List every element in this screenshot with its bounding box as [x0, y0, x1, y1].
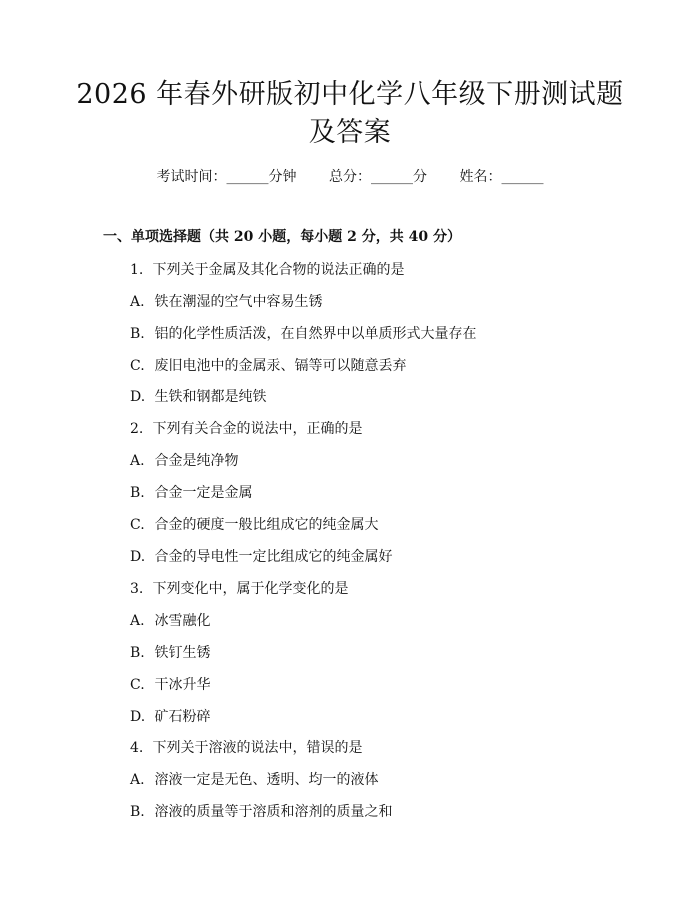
option-text: 矿石粉碎: [154, 709, 211, 725]
option-letter: B.: [130, 485, 145, 501]
total-score-field: 总分：______分: [329, 169, 427, 185]
option-letter: D.: [130, 549, 146, 565]
title-line-1: 2026 年春外研版初中化学八年级下册测试题: [76, 79, 624, 110]
option-item: [130, 802, 392, 822]
option-text: 溶液一定是无色、透明、均一的液体: [154, 772, 379, 788]
option-item: [130, 547, 392, 567]
option-text: 铁在潮湿的空气中容易生锈: [154, 294, 323, 310]
option-text: 合金的导电性一定比组成它的纯金属好: [154, 549, 393, 565]
option-letter: A.: [130, 772, 145, 788]
question-stem: [130, 579, 348, 599]
option-item: [130, 387, 266, 407]
question-number: 4.: [130, 740, 144, 756]
option-item: [130, 707, 210, 727]
option-text: 冰雪融化: [154, 613, 211, 629]
question-stem: [130, 738, 362, 758]
option-letter: B.: [130, 804, 145, 820]
option-item: [130, 515, 378, 535]
exam-time-field: 考试时间：______分钟: [156, 169, 297, 185]
option-letter: B.: [130, 326, 145, 342]
title-line-2: 及答案: [308, 117, 392, 148]
option-text: 溶液的质量等于溶质和溶剂的质量之和: [154, 804, 393, 820]
option-letter: D.: [130, 389, 146, 405]
option-item: [130, 770, 378, 790]
option-text: 废旧电池中的金属汞、镉等可以随意丢弃: [154, 358, 407, 374]
option-letter: B.: [130, 645, 145, 661]
option-letter: C.: [130, 517, 145, 533]
option-item: [130, 356, 406, 376]
question-text: 下列变化中，属于化学变化的是: [152, 581, 349, 597]
option-item: [130, 483, 252, 503]
section-heading-single-choice: 一、单项选择题（共 20 小题，每小题 2 分，共 40 分）: [103, 229, 461, 245]
option-item: [130, 451, 238, 471]
option-letter: A.: [130, 453, 145, 469]
question-number: 3.: [130, 581, 144, 597]
option-text: 铁钉生锈: [154, 645, 211, 661]
option-text: 干冰升华: [154, 677, 211, 693]
option-item: [130, 292, 322, 312]
option-letter: C.: [130, 677, 145, 693]
option-text: 铝的化学性质活泼，在自然界中以单质形式大量存在: [154, 326, 477, 342]
exam-info-row: [0, 167, 700, 187]
option-text: 生铁和钢都是纯铁: [154, 389, 267, 405]
question-text: 下列有关合金的说法中，正确的是: [152, 421, 363, 437]
option-letter: C.: [130, 358, 145, 374]
question-number: 2.: [130, 421, 144, 437]
option-letter: A.: [130, 294, 145, 310]
question-text: 下列关于金属及其化合物的说法正确的是: [152, 262, 405, 278]
document-title: [60, 76, 640, 152]
option-text: 合金是纯净物: [154, 453, 239, 469]
option-item: [130, 611, 210, 631]
student-name-field: 姓名：______: [459, 169, 544, 185]
option-item: [130, 675, 210, 695]
option-letter: A.: [130, 613, 145, 629]
option-item: [130, 643, 210, 663]
option-text: 合金的硬度一般比组成它的纯金属大: [154, 517, 379, 533]
option-item: [130, 324, 476, 344]
option-letter: D.: [130, 709, 146, 725]
question-number: 1.: [130, 262, 144, 278]
question-text: 下列关于溶液的说法中，错误的是: [152, 740, 363, 756]
question-stem: [130, 419, 362, 439]
question-stem: [130, 260, 404, 280]
option-text: 合金一定是金属: [154, 485, 253, 501]
